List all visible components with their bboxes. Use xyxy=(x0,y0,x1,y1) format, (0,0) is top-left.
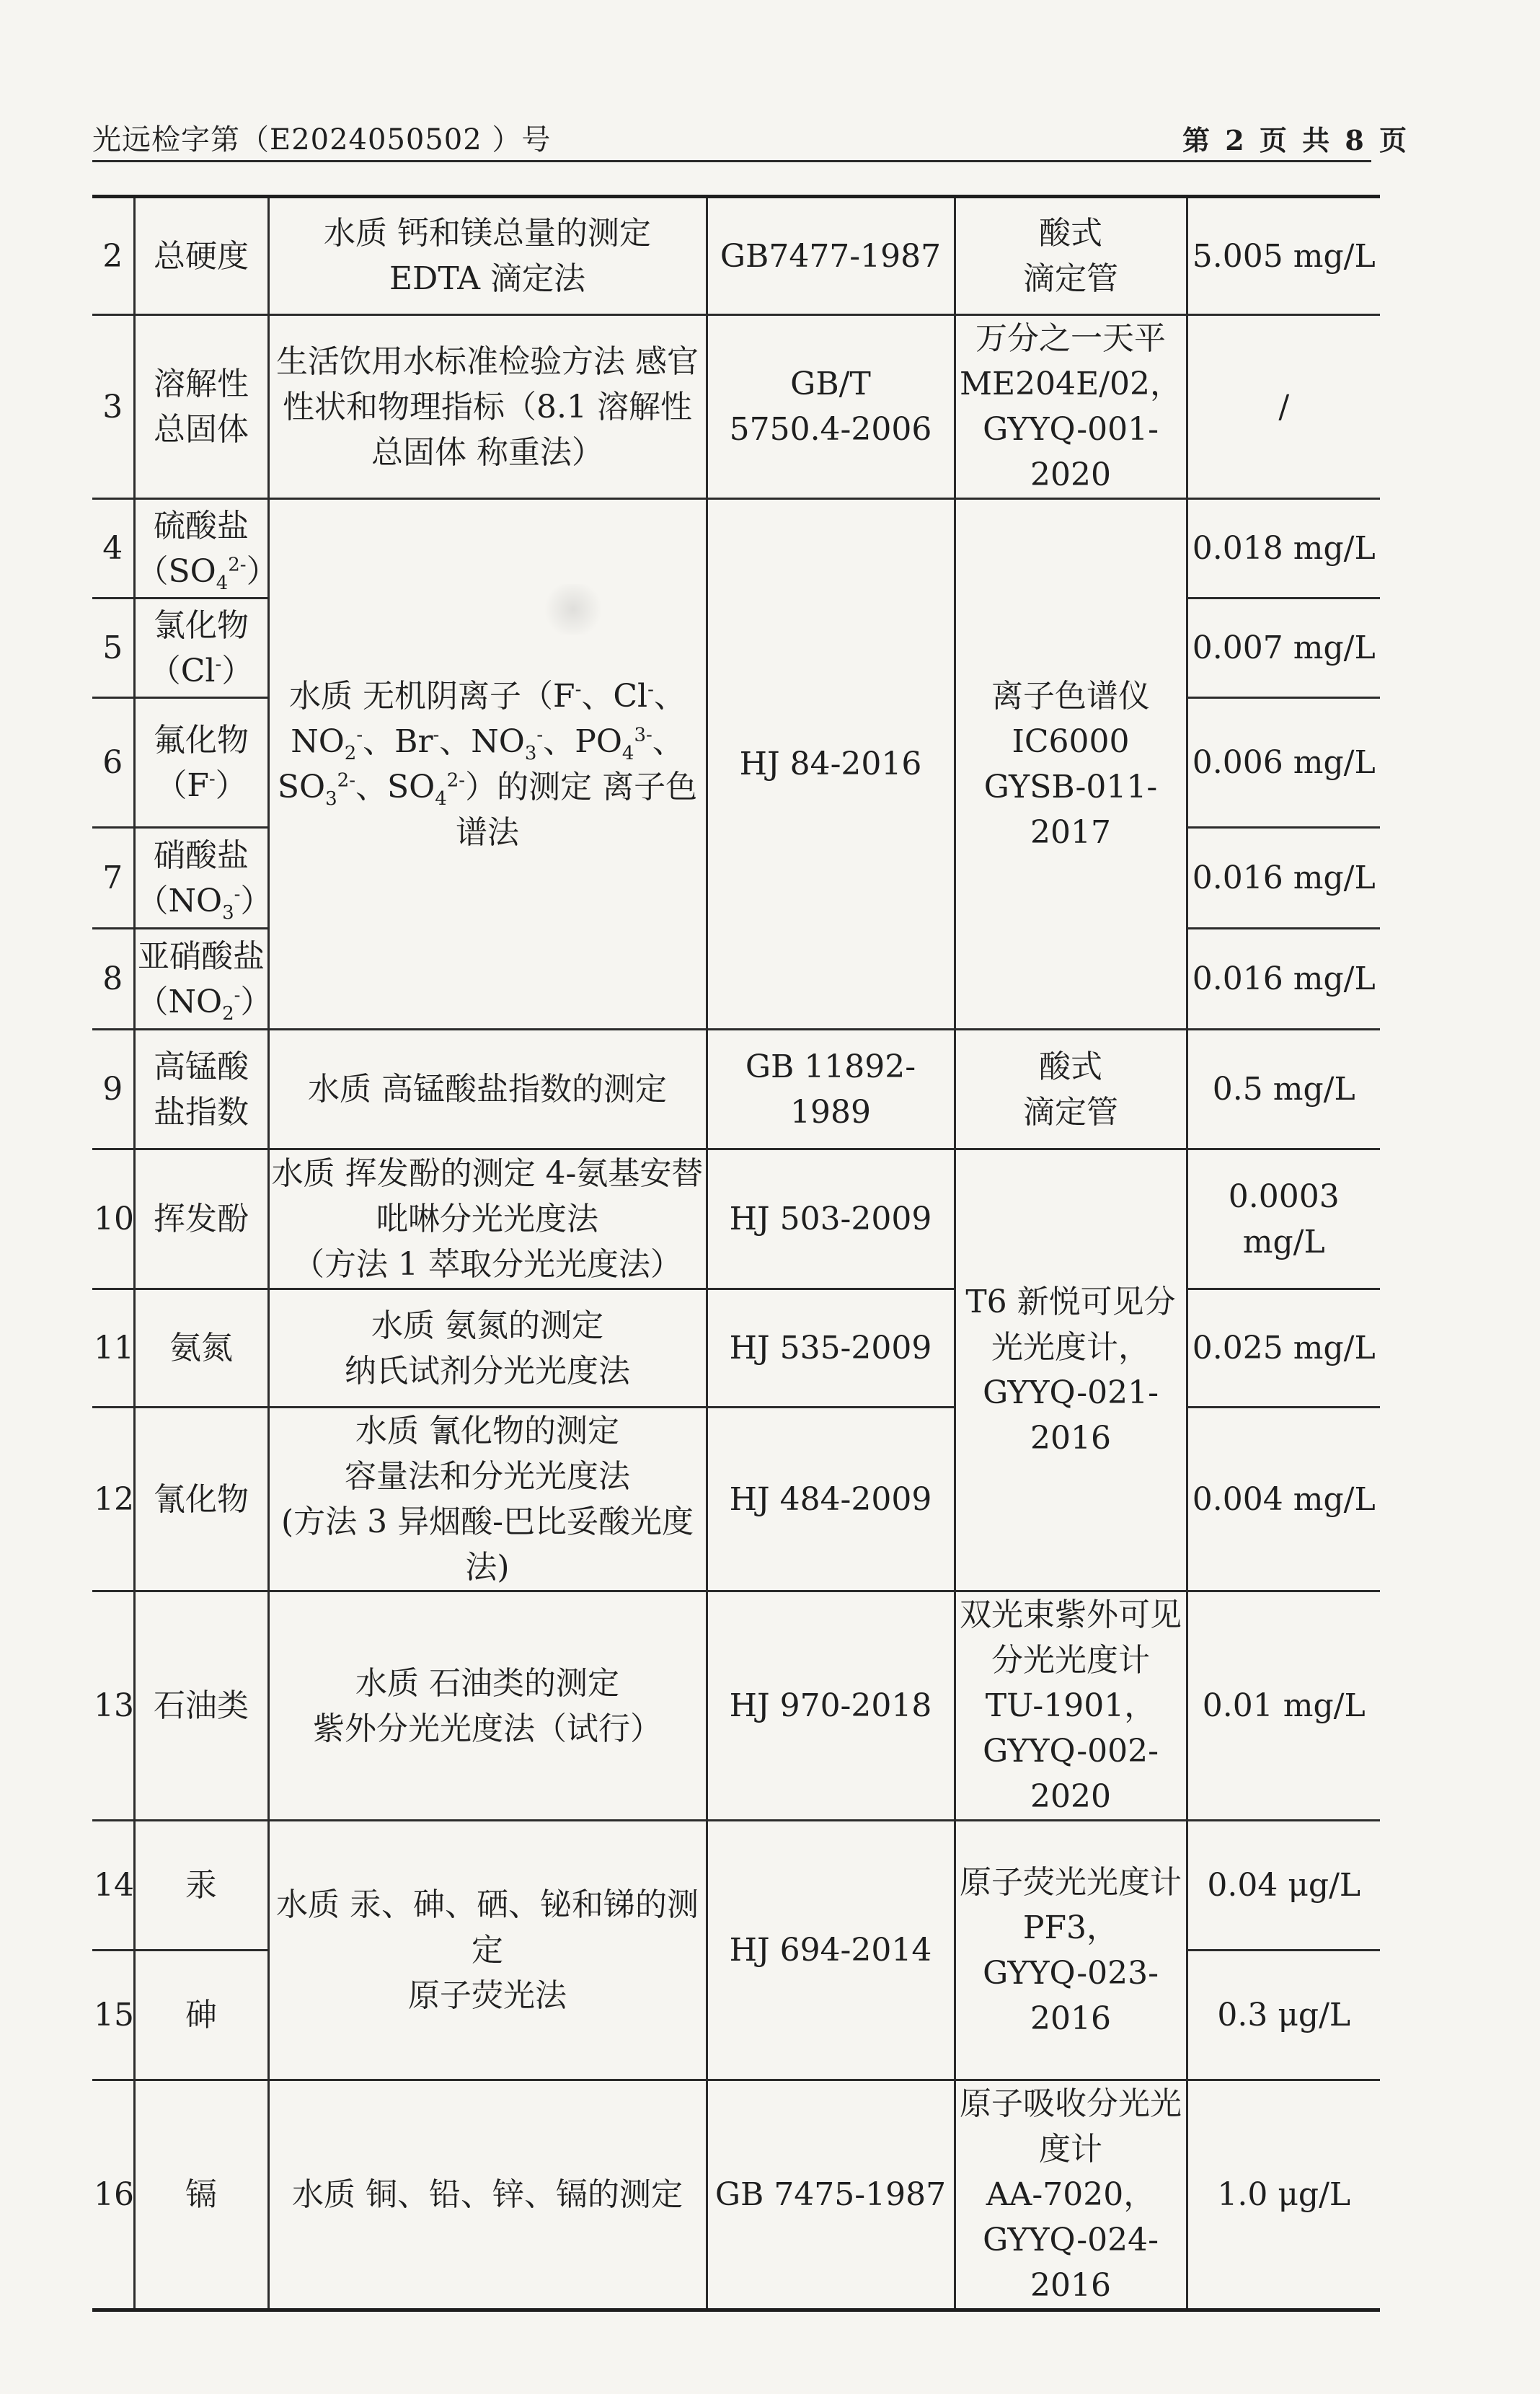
table-row xyxy=(92,1030,1380,1149)
row-number: 5 xyxy=(92,598,134,698)
item-name: 硫酸盐 xyxy=(154,507,249,544)
test-item: 砷 xyxy=(134,1951,268,2080)
ion-formula: SO xyxy=(168,552,216,590)
standard-code: HJ 970-2018 xyxy=(707,1591,955,1821)
header-rule xyxy=(92,160,1371,162)
detection-limit: 0.016 mg/L xyxy=(1187,929,1380,1030)
row-number: 9 xyxy=(92,1030,134,1149)
test-method: 水质 石油类的测定 紫外分光光度法（试行） xyxy=(268,1591,707,1821)
test-item: 氰化物 xyxy=(134,1408,268,1591)
table-row xyxy=(92,2080,1380,2310)
test-item: 总硬度 xyxy=(134,197,268,315)
test-item: 溶解性 总固体 xyxy=(134,315,268,499)
detection-limit: 1.0 μg/L xyxy=(1187,2080,1380,2310)
detection-limit: 0.01 mg/L xyxy=(1187,1591,1380,1821)
test-method-table xyxy=(92,195,1380,2312)
detection-limit: / xyxy=(1187,315,1380,499)
standard-code: GB7477-1987 xyxy=(707,197,955,315)
table-row xyxy=(92,499,1380,598)
test-item: 氨氮 xyxy=(134,1289,268,1408)
test-item: 石油类 xyxy=(134,1591,268,1821)
test-method: 水质 氰化物的测定 容量法和分光光度法 (方法 3 异烟酸-巴比妥酸光度法) xyxy=(268,1408,707,1591)
detection-limit: 0.04 μg/L xyxy=(1187,1821,1380,1951)
test-method: 水质 钙和镁总量的测定 EDTA 滴定法 xyxy=(268,197,707,315)
row-number: 2 xyxy=(92,197,134,315)
test-item: 氟化物 （F-） xyxy=(134,698,268,828)
table-row xyxy=(92,315,1380,499)
test-method-ion-chromatography: 水质 无机阴离子（F-、Cl-、$NO_2^-$、Br-、$NO_3^-$、$PO_4^{3-}$、$SO_3^{2-}$、$SO_4^{2-}$）的测定 离子色谱法 xyxy=(268,499,707,1030)
report-number: 光远检字第（E2024050502 ）号 xyxy=(92,123,552,156)
row-number: 15 xyxy=(92,1951,134,2080)
detection-limit: 0.3 μg/L xyxy=(1187,1951,1380,2080)
page-indicator: 第 2 页 共 8 页 xyxy=(1182,124,1410,156)
table-row xyxy=(92,1289,1380,1408)
test-method: 水质 铜、铅、锌、镉的测定 xyxy=(268,2080,707,2310)
test-item: 挥发酚 xyxy=(134,1149,268,1289)
detection-limit: 0.016 mg/L xyxy=(1187,828,1380,929)
instrument: 双光束紫外可见分光光度计 TU-1901， GYYQ-002-2020 xyxy=(955,1591,1187,1821)
row-number: 3 xyxy=(92,315,134,499)
standard-code: HJ 535-2009 xyxy=(707,1289,955,1408)
detection-limit: 5.005 mg/L xyxy=(1187,197,1380,315)
standard-code: HJ 84-2016 xyxy=(707,499,955,1030)
instrument: 原子荧光光度计 PF3， GYYQ-023-2016 xyxy=(955,1821,1187,2080)
table-row xyxy=(92,1821,1380,1951)
instrument: 离子色谱仪 IC6000 GYSB-011-2017 xyxy=(955,499,1187,1030)
table-row xyxy=(92,1591,1380,1821)
row-number: 4 xyxy=(92,499,134,598)
standard-code: GB 11892-1989 xyxy=(707,1030,955,1149)
row-number: 12 xyxy=(92,1408,134,1591)
test-item: 汞 xyxy=(134,1821,268,1951)
table-row xyxy=(92,1408,1380,1591)
test-item: 镉 xyxy=(134,2080,268,2310)
standard-code: HJ 484-2009 xyxy=(707,1408,955,1591)
detection-limit: 0.007 mg/L xyxy=(1187,598,1380,698)
test-method: 水质 高锰酸盐指数的测定 xyxy=(268,1030,707,1149)
detection-limit: 0.0003 mg/L xyxy=(1187,1149,1380,1289)
standard-code: HJ 694-2014 xyxy=(707,1821,955,2080)
test-item: 硫酸盐 $(SO_4^{2-})$ xyxy=(134,499,268,598)
test-method: 水质 氨氮的测定 纳氏试剂分光光度法 xyxy=(268,1289,707,1408)
row-number: 11 xyxy=(92,1289,134,1408)
row-number: 8 xyxy=(92,929,134,1030)
row-number: 6 xyxy=(92,698,134,828)
instrument: T6 新悦可见分光光度计， GYYQ-021-2016 xyxy=(955,1149,1187,1591)
table-row xyxy=(92,1149,1380,1289)
standard-code: GB 7475-1987 xyxy=(707,2080,955,2310)
row-number: 13 xyxy=(92,1591,134,1821)
test-item: 硝酸盐 $(NO_3^-)$ xyxy=(134,828,268,929)
instrument: 酸式 滴定管 xyxy=(955,197,1187,315)
table-row xyxy=(92,197,1380,315)
instrument: 原子吸收分光光度计 AA-7020， GYYQ-024-2016 xyxy=(955,2080,1187,2310)
test-method: 水质 汞、砷、硒、铋和锑的测定 原子荧光法 xyxy=(268,1821,707,2080)
instrument: 酸式 滴定管 xyxy=(955,1030,1187,1149)
detection-limit: 0.006 mg/L xyxy=(1187,698,1380,828)
standard-code: GB/T 5750.4-2006 xyxy=(707,315,955,499)
row-number: 16 xyxy=(92,2080,134,2310)
detection-limit: 0.004 mg/L xyxy=(1187,1408,1380,1591)
row-number: 10 xyxy=(92,1149,134,1289)
detection-limit: 0.025 mg/L xyxy=(1187,1289,1380,1408)
test-method: 水质 挥发酚的测定 4-氨基安替吡啉分光光度法 （方法 1 萃取分光光度法） xyxy=(268,1149,707,1289)
detection-limit: 0.5 mg/L xyxy=(1187,1030,1380,1149)
row-number: 14 xyxy=(92,1821,134,1951)
row-number: 7 xyxy=(92,828,134,929)
standard-code: HJ 503-2009 xyxy=(707,1149,955,1289)
test-item: 氯化物 （Cl-） xyxy=(134,598,268,698)
test-item: 高锰酸 盐指数 xyxy=(134,1030,268,1149)
test-item: 亚硝酸盐 $(NO_2^-)$ xyxy=(134,929,268,1030)
instrument: 万分之一天平 ME204E/02， GYYQ-001-2020 xyxy=(955,315,1187,499)
test-method: 生活饮用水标准检验方法 感官性状和物理指标（8.1 溶解性总固体 称重法） xyxy=(268,315,707,499)
detection-limit: 0.018 mg/L xyxy=(1187,499,1380,598)
